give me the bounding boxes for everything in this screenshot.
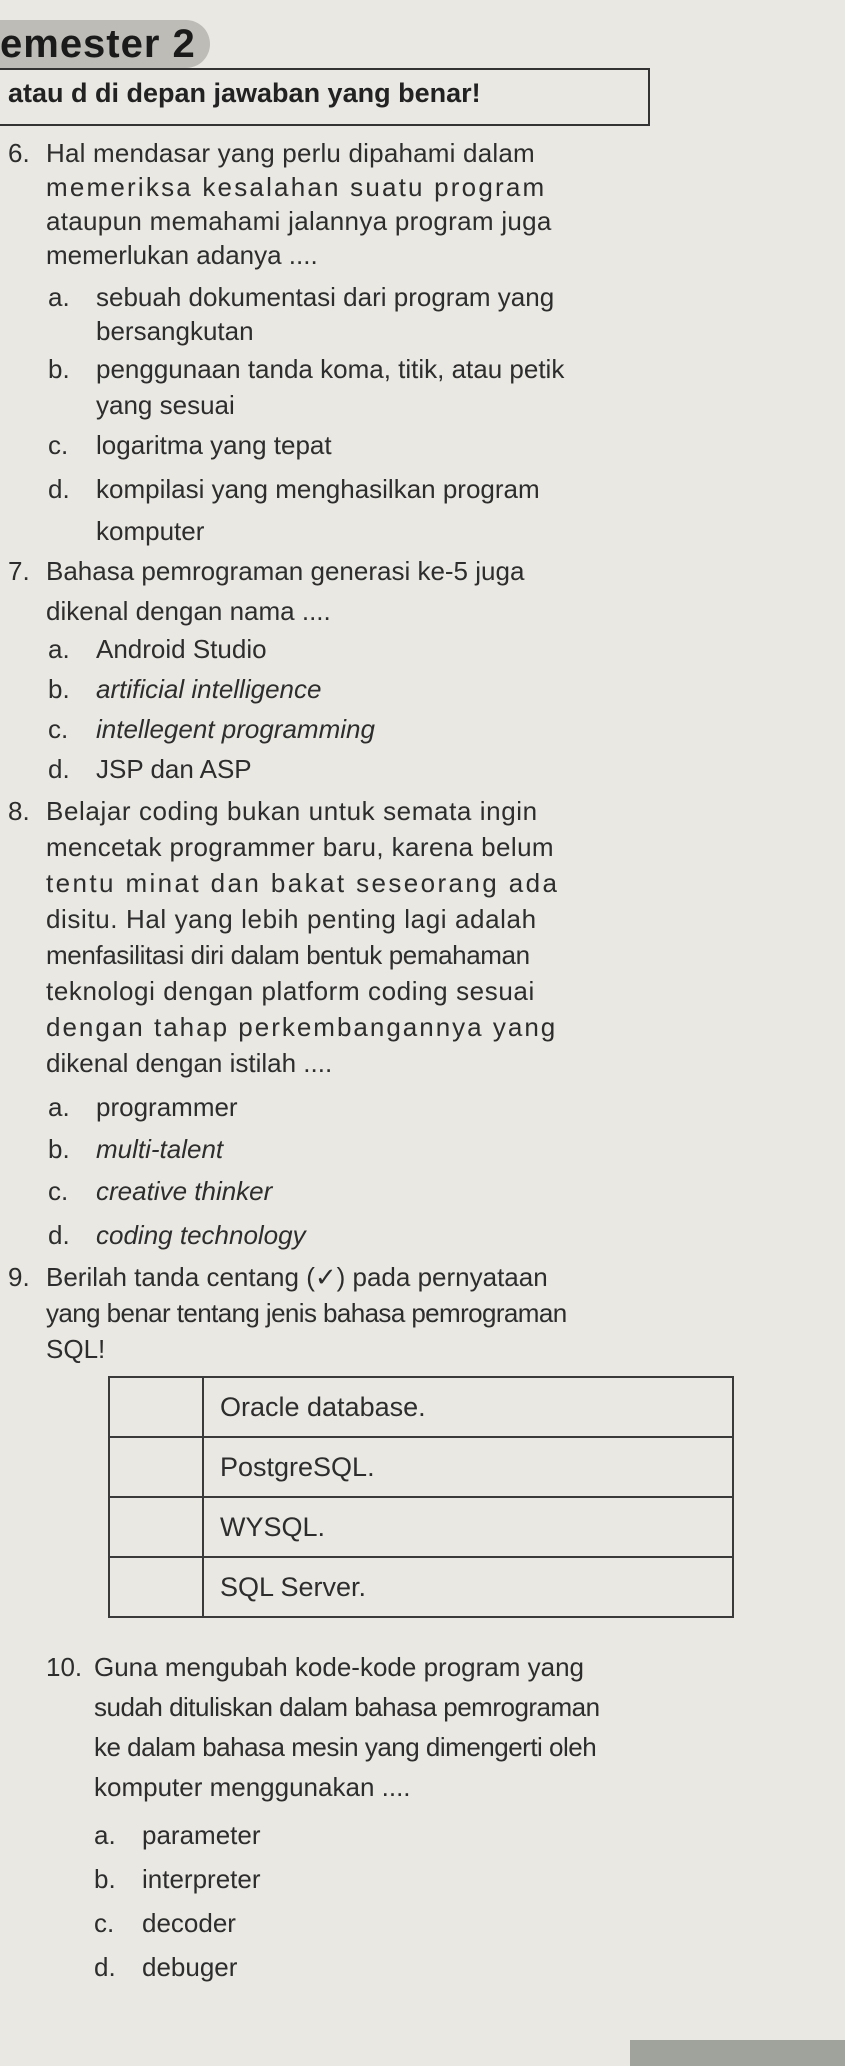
question-line: memeriksa kesalahan suatu program (46, 172, 547, 202)
option-text-continued: bersangkutan (96, 316, 254, 346)
question-line: yang benar tentang jenis bahasa pemrograman (46, 1298, 567, 1328)
table-row (109, 1497, 733, 1557)
option-letter: a. (48, 1092, 70, 1122)
question-line: teknologi dengan platform coding sesuai (46, 976, 535, 1006)
option-text: intellegent programming (96, 714, 375, 744)
question-line: Hal mendasar yang perlu dipahami dalam (46, 138, 535, 168)
question-line: ataupun memahami jalannya program juga (46, 206, 552, 236)
question-number: 9. (8, 1262, 30, 1292)
option-letter: d. (48, 474, 70, 504)
option-text: sebuah dokumentasi dari program yang (96, 282, 555, 312)
question-line: mencetak programmer baru, karena belum (46, 832, 554, 862)
answer-option-d[interactable] (48, 754, 252, 785)
answer-option-a[interactable] (48, 634, 267, 665)
option-text: kompilasi yang menghasilkan program (96, 474, 540, 504)
instruction-box (0, 68, 650, 126)
question-line: Berilah tanda centang (✓) pada pernyataan (46, 1262, 548, 1292)
question-line: dikenal dengan istilah .... (46, 1048, 333, 1078)
option-letter: a. (94, 1820, 116, 1850)
option-text: multi-talent (96, 1134, 224, 1164)
answer-option-b[interactable] (48, 354, 564, 385)
statement-cell: Oracle database. (203, 1377, 733, 1437)
option-text: interpreter (142, 1864, 261, 1894)
answer-option-c[interactable] (48, 430, 332, 461)
option-letter: d. (48, 754, 70, 784)
question-number: 10. (46, 1652, 83, 1682)
answer-option-b[interactable] (94, 1864, 261, 1895)
statement-cell: SQL Server. (203, 1557, 733, 1617)
sql-statement-table (108, 1376, 734, 1618)
question-line: Bahasa pemrograman generasi ke-5 juga (46, 556, 525, 586)
option-letter: d. (94, 1952, 116, 1982)
answer-option-a[interactable] (48, 282, 554, 313)
option-letter: d. (48, 1220, 70, 1250)
option-letter: b. (94, 1864, 116, 1894)
option-letter: c. (48, 714, 69, 744)
question-line: menfasilitasi diri dalam bentuk pemahaman (46, 940, 530, 970)
option-letter: a. (48, 282, 70, 312)
question-line: Belajar coding bukan untuk semata ingin (46, 796, 538, 826)
option-letter: b. (48, 674, 70, 704)
option-text-continued: komputer (96, 516, 205, 546)
option-text: artificial intelligence (96, 674, 322, 704)
question-line: SQL! (46, 1334, 106, 1364)
question-line: dikenal dengan nama .... (46, 596, 331, 626)
question-line: Guna mengubah kode-kode program yang (94, 1652, 584, 1682)
answer-option-d[interactable] (94, 1952, 237, 1983)
answer-option-c[interactable] (94, 1908, 236, 1939)
statement-cell: PostgreSQL. (203, 1437, 733, 1497)
checkbox-cell[interactable] (109, 1557, 203, 1617)
checkbox-cell[interactable] (109, 1377, 203, 1437)
option-text: programmer (96, 1092, 238, 1122)
option-text: coding technology (96, 1220, 306, 1250)
option-text: debuger (142, 1952, 238, 1982)
option-text: parameter (142, 1820, 261, 1850)
question-line: ke dalam bahasa mesin yang dimengerti oleh (94, 1732, 597, 1762)
answer-option-a[interactable] (94, 1820, 261, 1851)
option-text-continued: yang sesuai (96, 390, 235, 420)
question-number: 8. (8, 796, 30, 826)
statement-cell: WYSQL. (203, 1497, 733, 1557)
answer-option-b[interactable] (48, 674, 321, 705)
answer-option-d[interactable] (48, 474, 540, 505)
table-row (109, 1377, 733, 1437)
option-letter: c. (48, 430, 69, 460)
option-letter: a. (48, 634, 70, 664)
option-letter: c. (48, 1176, 69, 1206)
question-line: komputer menggunakan .... (94, 1772, 411, 1802)
answer-option-b[interactable] (48, 1134, 223, 1165)
question-line: sudah dituliskan dalam bahasa pemrograman (94, 1692, 600, 1722)
question-line: memerlukan adanya .... (46, 240, 318, 270)
option-letter: b. (48, 1134, 70, 1164)
bottom-edge-decoration (630, 2040, 845, 2066)
checkbox-cell[interactable] (109, 1437, 203, 1497)
option-text: penggunaan tanda koma, titik, atau petik (96, 354, 565, 384)
option-text: logaritma yang tepat (96, 430, 332, 460)
instruction-text: atau d di depan jawaban yang benar! (8, 78, 481, 108)
semester-title: emester 2 (0, 22, 196, 66)
question-line: tentu minat dan bakat seseorang ada (46, 868, 560, 898)
option-letter: c. (94, 1908, 115, 1938)
question-line: disitu. Hal yang lebih penting lagi adalah (46, 904, 537, 934)
question-line: dengan tahap perkembangannya yang (46, 1012, 558, 1042)
answer-option-c[interactable] (48, 1176, 272, 1207)
answer-option-a[interactable] (48, 1092, 238, 1123)
checkbox-cell[interactable] (109, 1497, 203, 1557)
question-number: 6. (8, 138, 30, 168)
option-text: creative thinker (96, 1176, 273, 1206)
answer-option-d[interactable] (48, 1220, 306, 1251)
option-text: Android Studio (96, 634, 267, 664)
option-letter: b. (48, 354, 70, 384)
option-text: JSP dan ASP (96, 754, 252, 784)
table-row (109, 1557, 733, 1617)
table-row (109, 1437, 733, 1497)
question-number: 7. (8, 556, 30, 586)
answer-option-c[interactable] (48, 714, 375, 745)
option-text: decoder (142, 1908, 236, 1938)
